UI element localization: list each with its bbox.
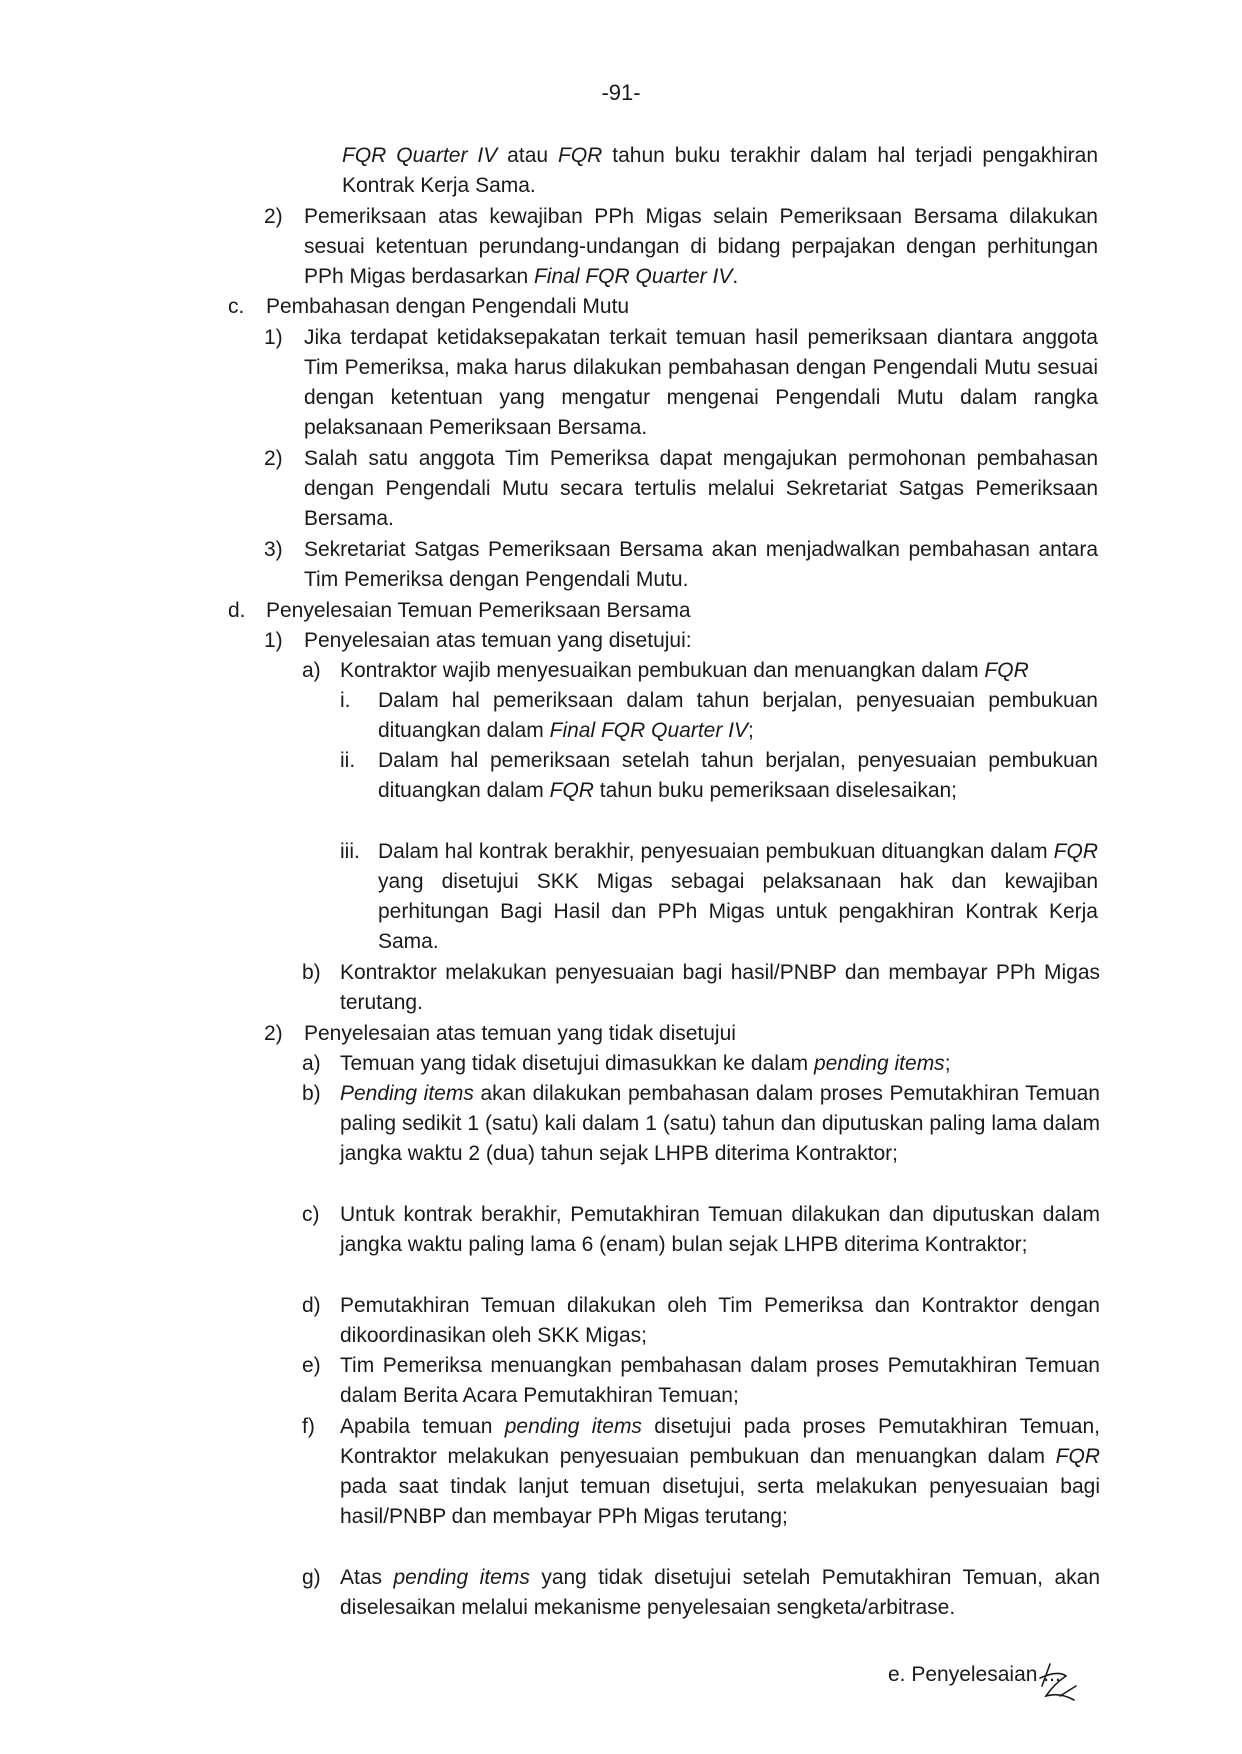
d2e-label: e) <box>302 1354 321 1377</box>
d1-title: Penyelesaian atas temuan yang disetujui: <box>304 629 692 652</box>
c2-label: 2) <box>264 447 283 470</box>
c1-text: Jika terdapat ketidaksepakatan terkait temuan hasil pemeriksaan diantara anggota Tim Pemeriksa, maka harus dilakukan pembahasan dengan Pengendali Mutu sesuai dengan ketentuan yang mengatur mengenai Pengendali Mutu dalam rangka pelaksanaan Pemeriksaan Bersama. <box>304 326 1098 439</box>
section-d-label: d. <box>228 599 246 622</box>
d2g-text: Atas pending items yang tidak disetujui setelah Pemutakhiran Temuan, akan diselesaikan melalui mekanisme penyelesaian sengketa/arbitrase. <box>340 1566 1100 1619</box>
intro-fqr: FQR <box>342 144 387 167</box>
d1-label: 1) <box>264 629 283 652</box>
d1b-text: Kontraktor melakukan penyesuaian bagi hasil/PNBP dan membayar PPh Migas terutang. <box>340 961 1100 1014</box>
d2c-text: Untuk kontrak berakhir, Pemutakhiran Temuan dilakukan dan diputuskan dalam jangka waktu paling lama 6 (enam) bulan sejak LHPB diterima Kontraktor; <box>340 1203 1100 1256</box>
section-d-title: Penyelesaian Temuan Pemeriksaan Bersama <box>266 599 691 622</box>
section-c-title: Pembahasan dengan Pengendali Mutu <box>266 295 630 318</box>
d2a-text: Temuan yang tidak disetujui dimasukkan ke dalam pending items; <box>340 1052 951 1075</box>
roman-i-label: i. <box>340 689 351 712</box>
intro-paragraph: FQR Quarter IV atau FQR tahun buku terakhir dalam hal terjadi pengakhiran Kontrak Kerja Sama. <box>342 144 1098 197</box>
b2-label: 2) <box>264 205 283 228</box>
d2-label: 2) <box>264 1022 283 1045</box>
section-c-label: c. <box>228 295 245 318</box>
c1-label: 1) <box>264 326 283 349</box>
c3-text: Sekretariat Satgas Pemeriksaan Bersama akan menjadwalkan pembahasan antara Tim Pemeriksa dengan Pengendali Mutu. <box>304 538 1098 591</box>
roman-ii-text: Dalam hal pemeriksaan setelah tahun berjalan, penyesuaian pembukuan dituangkan dalam FQR tahun buku pemeriksaan diselesaikan; <box>378 749 1098 802</box>
d2g-label: g) <box>302 1566 321 1589</box>
d2b-label: b) <box>302 1082 321 1105</box>
next-page-reference: e. Penyelesaian ... <box>888 1663 1061 1686</box>
d1a-text: Kontraktor wajib menyesuaikan pembukuan dan menuangkan dalam FQR <box>340 659 1029 682</box>
d1b-label: b) <box>302 961 321 984</box>
d2f-text: Apabila temuan pending items disetujui pada proses Pemutakhiran Temuan, Kontraktor melakukan penyesuaian pembukuan dan menuangkan dalam FQR pada saat tindak lanjut temuan disetujui, serta melakukan penyesuaian bagi hasil/PNBP dan membayar PPh Migas terutang; <box>340 1415 1100 1528</box>
d2f-label: f) <box>302 1415 315 1438</box>
d2c-label: c) <box>302 1203 320 1226</box>
c2-text: Salah satu anggota Tim Pemeriksa dapat mengajukan permohonan pembahasan dengan Pengendali Mutu secara tertulis melalui Sekretariat Satgas Pemeriksaan Bersama. <box>304 447 1098 530</box>
roman-iii-label: iii. <box>340 840 360 863</box>
d2-title: Penyelesaian atas temuan yang tidak disetujui <box>304 1022 736 1045</box>
c3-label: 3) <box>264 538 283 561</box>
signature-initial-icon <box>1036 1656 1086 1712</box>
intro-quarter: Quarter IV <box>396 144 498 167</box>
d2a-label: a) <box>302 1052 321 1075</box>
roman-ii-label: ii. <box>340 749 356 772</box>
d2e-text: Tim Pemeriksa menuangkan pembahasan dalam proses Pemutakhiran Temuan dalam Berita Acara Pemutakhiran Temuan; <box>340 1354 1100 1407</box>
roman-iii-text: Dalam hal kontrak berakhir, penyesuaian pembukuan dituangkan dalam FQR yang disetujui SKK Migas sebagai pelaksanaan hak dan kewajiban perhitungan Bagi Hasil dan PPh Migas untuk pengakhiran Kontrak Kerja Sama. <box>378 840 1098 953</box>
d2d-label: d) <box>302 1294 321 1317</box>
page-number: -91- <box>601 80 641 105</box>
b2-text: Pemeriksaan atas kewajiban PPh Migas selain Pemeriksaan Bersama dilakukan sesuai ketentuan perundang-undangan di bidang perpajakan dengan perhitungan PPh Migas berdasarkan Final FQR Quarter IV. <box>304 205 1098 288</box>
roman-i-text: Dalam hal pemeriksaan dalam tahun berjalan, penyesuaian pembukuan dituangkan dalam Final FQR Quarter IV; <box>378 689 1098 742</box>
d2d-text: Pemutakhiran Temuan dilakukan oleh Tim Pemeriksa dan Kontraktor dengan dikoordinasikan oleh SKK Migas; <box>340 1294 1100 1347</box>
d1a-label: a) <box>302 659 321 682</box>
d2b-text: Pending items akan dilakukan pembahasan dalam proses Pemutakhiran Temuan paling sedikit 1 (satu) kali dalam 1 (satu) tahun dan diputuskan paling lama dalam jangka waktu 2 (dua) tahun sejak LHPB diterima Kontraktor; <box>340 1082 1100 1165</box>
